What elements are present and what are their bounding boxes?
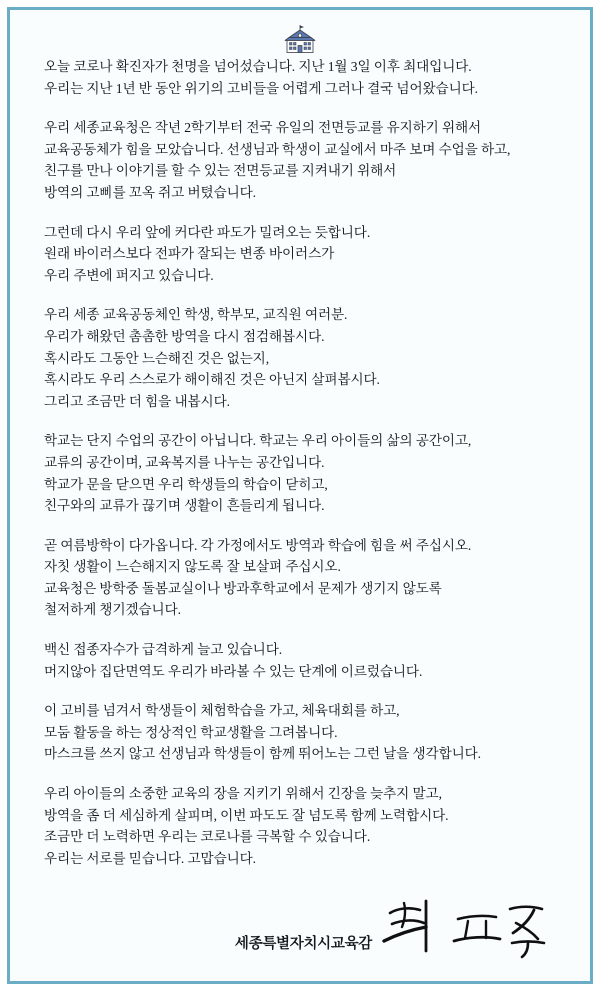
- text-line: 학교가 문을 닫으면 우리 학생들의 학습이 닫히고,: [44, 476, 328, 492]
- paragraph-3: [44, 222, 556, 287]
- paragraph-7: [44, 639, 556, 682]
- text-line: 친구를 만나 이야기를 할 수 있는 전면등교를 지켜내기 위해서: [44, 163, 397, 179]
- text-line: 우리는 서로를 믿습니다. 고맙습니다.: [44, 850, 256, 866]
- text-line: 오늘 코로나 확진자가 천명을 넘어섰습니다. 지난 1월 3일 이후 최대입니다.: [44, 59, 472, 74]
- paragraph-6: [44, 535, 556, 621]
- text-line: 혹시라도 그동안 느슨해진 것은 없는지,: [44, 350, 269, 366]
- letter-card: [7, 7, 593, 984]
- paragraph-8: [44, 700, 556, 765]
- signature-block: [10, 897, 590, 959]
- text-line: 모둠 활동을 하는 정상적인 학교생활을 그려봅니다.: [44, 724, 338, 740]
- text-line: 곧 여름방학이 다가옵니다. 각 가정에서도 방역과 학습에 힘을 써 주십시오.: [44, 537, 472, 553]
- text-line: 우리가 해왔던 촘촘한 방역을 다시 점검해봅시다.: [44, 328, 325, 344]
- text-line: 우리 아이들의 소중한 교육의 장을 지키기 위해서 긴장을 늦추지 말고,: [44, 786, 442, 802]
- text-line: 혹시라도 우리 스스로가 해이해진 것은 아닌지 살펴봅시다.: [44, 372, 380, 388]
- paragraph-5: [44, 430, 556, 516]
- text-line: 학교는 단지 수업의 공간이 아닙니다. 학교는 우리 아이들의 삶의 공간이고,: [44, 433, 472, 449]
- signature-title: 세종특별자치시교육감: [234, 936, 372, 952]
- school-building-icon: [283, 24, 317, 59]
- letter-header: [10, 10, 590, 56]
- text-line: 머지않아 집단면역도 우리가 바라볼 수 있는 단계에 이르렀습니다.: [44, 663, 423, 679]
- paragraph-2: [44, 117, 556, 203]
- text-line: 우리 주변에 퍼지고 있습니다.: [44, 267, 214, 283]
- paragraph-4: [44, 304, 556, 412]
- text-line: 그리고 조금만 더 힘을 내봅시다.: [44, 393, 230, 409]
- text-line: 그런데 다시 우리 앞에 커다란 파도가 밀려오는 듯합니다.: [44, 224, 371, 240]
- text-line: 방역의 고삐를 꼬옥 쥐고 버텼습니다.: [44, 184, 256, 200]
- text-line: 조금만 더 노력하면 우리는 코로나를 극복할 수 있습니다.: [44, 829, 371, 845]
- paragraph-1: [44, 56, 556, 99]
- text-line: 친구와의 교류가 끊기며 생활이 흔들리게 됩니다.: [44, 498, 325, 514]
- text-line: 철저하게 챙기겠습니다.: [44, 602, 181, 618]
- text-line: 이 고비를 넘겨서 학생들이 체험학습을 가고, 체육대회를 하고,: [44, 703, 400, 719]
- letter-body: [10, 56, 590, 869]
- text-line: 우리 세종교육청은 작년 2학기부터 전국 유일의 전면등교를 유지하기 위해서: [44, 120, 482, 136]
- paragraph-9: [44, 783, 556, 869]
- text-line: 자칫 생활이 느슨해지지 않도록 잘 보살펴 주십시오.: [44, 559, 341, 575]
- text-line: 교류의 공간이며, 교육복지를 나누는 공간입니다.: [44, 454, 325, 470]
- text-line: 방역을 좀 더 세심하게 살피며, 이번 파도도 잘 넘도록 함께 노력합시다.: [44, 807, 449, 823]
- text-line: 우리 세종 교육공동체인 학생, 학부모, 교직원 여러분.: [44, 307, 348, 323]
- text-line: 우리는 지난 1년 반 동안 위기의 고비들을 어렵게 그러나 결국 넘어왔습니다.: [44, 80, 478, 96]
- handwritten-signature: [382, 897, 552, 959]
- text-line: 백신 접종자수가 급격하게 늘고 있습니다.: [44, 642, 283, 658]
- text-line: 원래 바이러스보다 전파가 잘되는 변종 바이러스가: [44, 246, 335, 262]
- text-line: 교육공동체가 힘을 모았습니다. 선생님과 학생이 교실에서 마주 보며 수업을 하고,: [44, 141, 511, 157]
- text-line: 마스크를 쓰지 않고 선생님과 학생들이 함께 뛰어노는 그런 날을 생각합니다.: [44, 746, 481, 762]
- text-line: 교육청은 방학중 돌봄교실이나 방과후학교에서 문제가 생기지 않도록: [44, 580, 442, 596]
